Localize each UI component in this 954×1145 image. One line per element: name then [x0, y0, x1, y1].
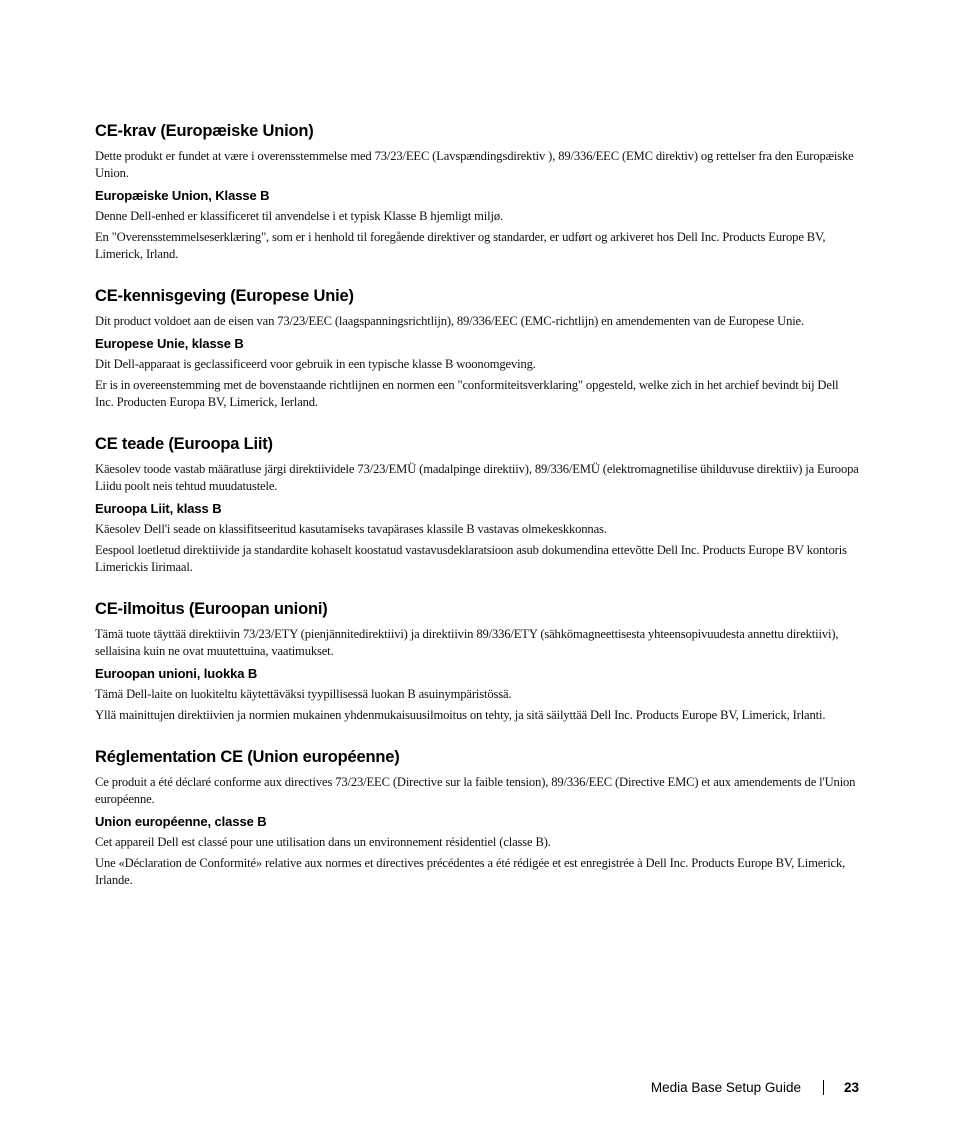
section-dutch: [95, 285, 860, 411]
section-estonian: [95, 433, 860, 576]
section-heading: CE-krav (Europæiske Union): [95, 122, 314, 140]
section-body-1: Cet appareil Dell est classé pour une utilisation dans un environnement résidentiel (classe B).: [95, 835, 551, 849]
section-body-1: Tämä Dell-laite on luokiteltu käytettäväksi tyypillisessä luokan B asuinympäristössä.: [95, 687, 512, 701]
section-subheading: Union européenne, classe B: [95, 814, 267, 829]
section-intro: Dette produkt er fundet at være i overensstemmelse med 73/23/EEC (Lavspændingsdirektiv ), 89/336/EEC (EMC direktiv) og rettelser fra den Europæiske Union.: [95, 149, 854, 180]
section-danish: [95, 120, 860, 263]
section-body-2: Yllä mainittujen direktiivien ja normien mukainen yhdenmukaisuusilmoitus on tehty, ja sitä säilyttää Dell Inc. Products Europe BV, Limerick, Irlanti.: [95, 708, 826, 722]
section-subheading: Europese Unie, klasse B: [95, 336, 244, 351]
section-body-2: Eespool loetletud direktiivide ja standardite kohaselt koostatud vastavusdeklaratsioon asub dokumendina ettevõtte Dell Inc. Products Europe BV kontoris Limerickis Iirimaal.: [95, 543, 847, 574]
footer-guide-title: Media Base Setup Guide: [650, 1079, 801, 1095]
section-subheading: Euroopan unioni, luokka B: [95, 666, 258, 681]
section-body-1: Denne Dell-enhed er klassificeret til anvendelse i et typisk Klasse B hjemligt miljø.: [95, 209, 503, 223]
section-body-2: Une «Déclaration de Conformité» relative aux normes et directives précédentes a été rédigée et est enregistrée à Dell Inc. Products Europe BV, Limerick, Irlande.: [95, 856, 846, 887]
section-body-2: Er is in overeenstemming met de bovenstaande richtlijnen en normen een "conformiteitsverklaring" opgesteld, welke zich in het archief bevindt bij Dell Inc. Producten Europa BV, Limerick, Ierland.: [95, 378, 839, 409]
footer-divider: [823, 1080, 824, 1095]
section-subheading: Euroopa Liit, klass B: [95, 501, 222, 516]
section-body-1: Dit Dell-apparaat is geclassificeerd voor gebruik in een typische klasse B woonomgeving.: [95, 357, 536, 371]
document-body: [95, 120, 860, 893]
section-intro: Ce produit a été déclaré conforme aux directives 73/23/EEC (Directive sur la faible tension), 89/336/EEC (Directive EMC) et aux amendements de l'Union européenne.: [95, 775, 856, 806]
section-intro: Tämä tuote täyttää direktiivin 73/23/ETY (pienjännitedirektiivi) ja direktiivin 89/336/ETY (sähkömagneettisesta yhteensopivuudesta annettu direktiivi), sellaisina kuin ne ovat muutettuina, vaatimukset.: [95, 627, 839, 658]
section-body-1: Käesolev Dell'i seade on klassifitseeritud kasutamiseks tavapärases klassile B vastavas olmekeskkonnas.: [95, 522, 607, 536]
section-heading: Réglementation CE (Union européenne): [95, 748, 400, 766]
section-heading: CE-kennisgeving (Europese Unie): [95, 287, 354, 305]
page-footer: [651, 1077, 859, 1097]
page-number: 23: [843, 1079, 859, 1095]
section-body-2: En "Overensstemmelseserklæring", som er i henhold til foregående direktiver og standarder, er udført og arkiveret hos Dell Inc. Products Europe BV, Limerick, Irland.: [95, 230, 826, 261]
section-intro: Käesolev toode vastab määratluse järgi direktiividele 73/23/EMÜ (madalpinge direktiiv), 89/336/EMÜ (elektromagnetilise ühilduvuse direktiiv) ja Euroopa Liidu poolt neis tehtud muudatustele.: [95, 462, 859, 493]
section-heading: CE-ilmoitus (Euroopan unioni): [95, 600, 328, 618]
section-heading: CE teade (Euroopa Liit): [95, 435, 273, 453]
section-intro: Dit product voldoet aan de eisen van 73/23/EEC (laagspanningsrichtlijn), 89/336/EEC (EMC-richtlijn) en amendementen van de Europese Unie.: [95, 314, 804, 328]
section-subheading: Europæiske Union, Klasse B: [95, 188, 270, 203]
section-finnish: [95, 598, 860, 724]
section-french: [95, 746, 860, 889]
